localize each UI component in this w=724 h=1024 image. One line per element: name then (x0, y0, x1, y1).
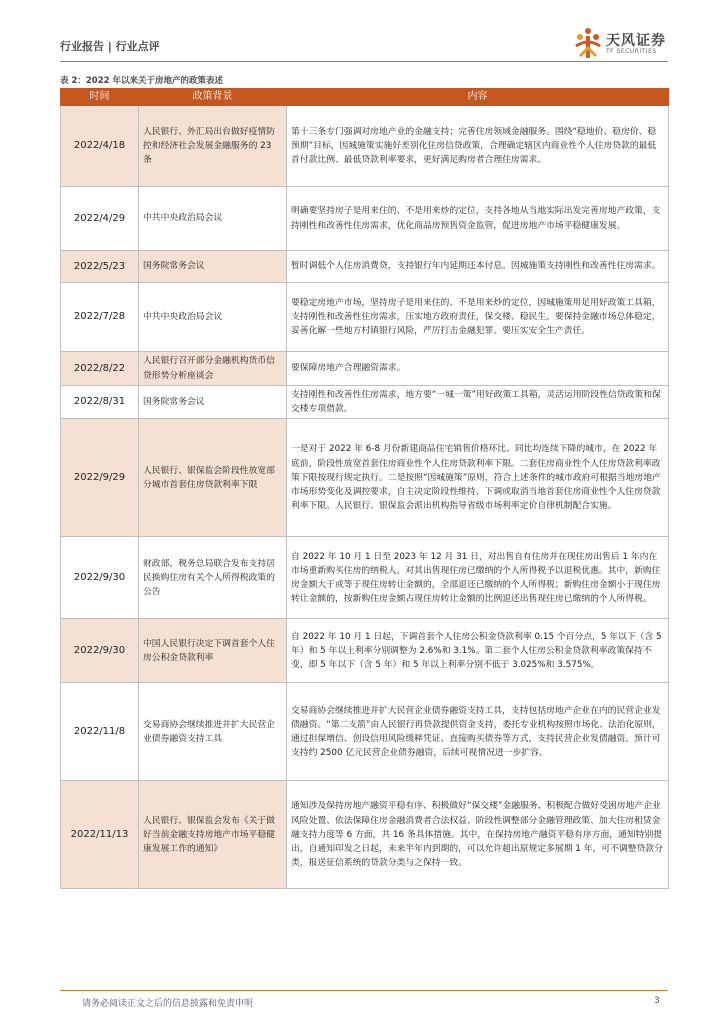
row-content: 明确要坚持房子是用来住的、不是用来炒的定位，支持各地从当地实际出发完善房地产政策，支持刚性和改善性住房需求，优化商品房预售资金监管，促进房地产市场平稳健康发展。 (287, 187, 669, 251)
header-divider (60, 61, 668, 62)
footer-disclaimer: 请务必阅读正文之后的信息披露和免责申明 (82, 999, 254, 1009)
table-row (61, 352, 669, 386)
column-header-content: 内容 (287, 89, 669, 106)
report-section-label: 行业报告 | 行业点评 (60, 40, 160, 53)
column-header-time: 时间 (61, 89, 139, 106)
row-content: 一是对于 2022 年 6-8 月份新建商品住宅销售价格环比、同比均连续下降的城市，在 2022 年底前，阶段性放宽首套住房商业性个人住房贷款利率下限。二套住房商业性个人住房贷款利率政策下限按现行规定执行。二是按照“因城施策”原则，符合上述条件的城市政府可根据当地房地产市场形势变化及调控要求，自主决定阶段性维持、下调或取消当地首套住房商业性个人住房贷款利率下限。人民银行、银保监会派出机构指导省级市场利率定价自律机制配合实施。 (287, 419, 669, 537)
row-content: 自 2022 年 10 月 1 日至 2023 年 12 月 31 日，对出售自有住房并在现住房出售后 1 年内在市场重新购买住房的纳税人，对其出售现住房已缴纳的个人所得税予以退税优惠。其中，新购住房金额大于或等于现住房转让金额的，全部退还已缴纳的个人所得税；新购住房金额小于现住房转让金额的，按新购住房金额占现住房转让金额的比例退还出售现住房已缴纳的个人所得税。 (287, 537, 669, 619)
table-row (61, 251, 669, 283)
row-background: 中共中央政治局会议 (139, 283, 287, 352)
logo-name: 天风证券 (606, 33, 666, 49)
table-header-row (61, 89, 669, 106)
row-date: 2022/11/13 (61, 781, 139, 889)
row-content: 要保障房地产合理融资需求。 (287, 352, 669, 386)
row-content: 要稳定房地产市场，坚持房子是用来住的、不是用来炒的定位，因城施策用足用好政策工具箱，支持刚性和改善性住房需求，压实地方政府责任，保交楼、稳民生。要保持金融市场总体稳定，妥善化解一些地方村镇银行风险，严厉打击金融犯罪。要压实安全生产责任。 (287, 283, 669, 352)
row-content: 支持刚性和改善性住房需求，地方要“一城一策”用好政策工具箱，灵活运用阶段性信贷政策和保交楼专项借款。 (287, 386, 669, 419)
row-content: 交易商协会继续推进并扩大民营企业债券融资支持工具，支持包括房地产企业在内的民营企业发债融资。“第二支箭”由人民银行再贷款提供资金支持，委托专业机构按照市场化、法治化原则，通过担保增信、创设信用风险缓释凭证、直接购买债券等方式，支持民营企业发债融资。预计可支持约 2500 亿元民营企业债券融资，后续可视情况进一步扩容。 (287, 683, 669, 781)
row-background: 人民银行、外汇局出台做好疫情防控和经济社会发展金融服务的 23 条 (139, 106, 287, 187)
row-background: 交易商协会继续推进并扩大民营企业债券融资支持工具 (139, 683, 287, 781)
policy-table (60, 88, 669, 889)
row-content: 通知涉及保持房地产融资平稳有序、积极做好“保交楼”金融服务、积极配合做好受困房地产企业风险处置、依法保障住房金融消费者合法权益、阶段性调整部分金融管理政策、加大住房租赁金融支持力度等 6 方面，共 16 条具体措施。其中，在保持房地产融资平稳有序方面，通知特别提出，自通知印发之日起，未来半年内到期的，可以允许超出原规定多展期 1 年，可不调整贷款分类，报送征信系统的贷款分类与之保持一致。 (287, 781, 669, 889)
table-row (61, 683, 669, 781)
row-background: 国务院常务会议 (139, 251, 287, 283)
row-date: 2022/4/29 (61, 187, 139, 251)
row-background: 中国人民银行决定下调首套个人住房公积金贷款利率 (139, 619, 287, 683)
table-row (61, 187, 669, 251)
table-row (61, 283, 669, 352)
row-date: 2022/9/30 (61, 537, 139, 619)
row-date: 2022/4/18 (61, 106, 139, 187)
column-header-background: 政策背景 (139, 89, 287, 106)
table-caption: 表 2：2022 年以来关于房地产的政策表述 (60, 76, 223, 86)
table-row (61, 781, 669, 889)
row-date: 2022/8/22 (61, 352, 139, 386)
row-date: 2022/5/23 (61, 251, 139, 283)
row-date: 2022/9/30 (61, 619, 139, 683)
row-background: 人民银行召开部分金融机构货币信贷形势分析座谈会 (139, 352, 287, 386)
row-background: 财政部、税务总局联合发布支持居民换购住房有关个人所得税政策的公告 (139, 537, 287, 619)
page-number: 3 (654, 996, 660, 1006)
table-row (61, 386, 669, 419)
row-date: 2022/9/29 (61, 419, 139, 537)
row-content: 暂时调低个人住房消费贷，支持银行年内延期还本付息。因城施策支持刚性和改善性住房需求。 (287, 251, 669, 283)
logo-mark-icon (572, 26, 604, 60)
row-background: 国务院常务会议 (139, 386, 287, 419)
row-date: 2022/8/31 (61, 386, 139, 419)
row-date: 2022/7/28 (61, 283, 139, 352)
table-row (61, 106, 669, 187)
row-background: 人民银行、银保监会发布《关于做好当前金融支持房地产市场平稳健康发展工作的通知》 (139, 781, 287, 889)
logo-subtitle: TF SECURITIES (606, 48, 657, 55)
row-background: 中共中央政治局会议 (139, 187, 287, 251)
row-content: 自 2022 年 10 月 1 日起，下调首套个人住房公积金贷款利率 0.15 个百分点，5 年以下（含 5 年）和 5 年以上利率分别调整为 2.6%和 3.1%。第二套个人住房公积金贷款利率政策保持不变，即 5 年以下（含 5 年）和 5 年以上利率分别不低于 3.025%和 3.575%。 (287, 619, 669, 683)
footer-divider (60, 990, 668, 991)
row-date: 2022/11/8 (61, 683, 139, 781)
table-row (61, 619, 669, 683)
row-content: 第十三条专门强调对房地产业的金融支持；完善住房领域金融服务。围绕“稳地价、稳房价、稳预期”目标，因城施策实施好差别化住房信贷政策，合理确定辖区内商业性个人住房贷款的最低首付款比例、最低贷款利率要求，更好满足购房者合理住房需求。 (287, 106, 669, 187)
company-logo (572, 26, 682, 62)
table-row (61, 537, 669, 619)
table-row (61, 419, 669, 537)
row-background: 人民银行、银保监会阶段性放宽部分城市首套住房贷款利率下限 (139, 419, 287, 537)
